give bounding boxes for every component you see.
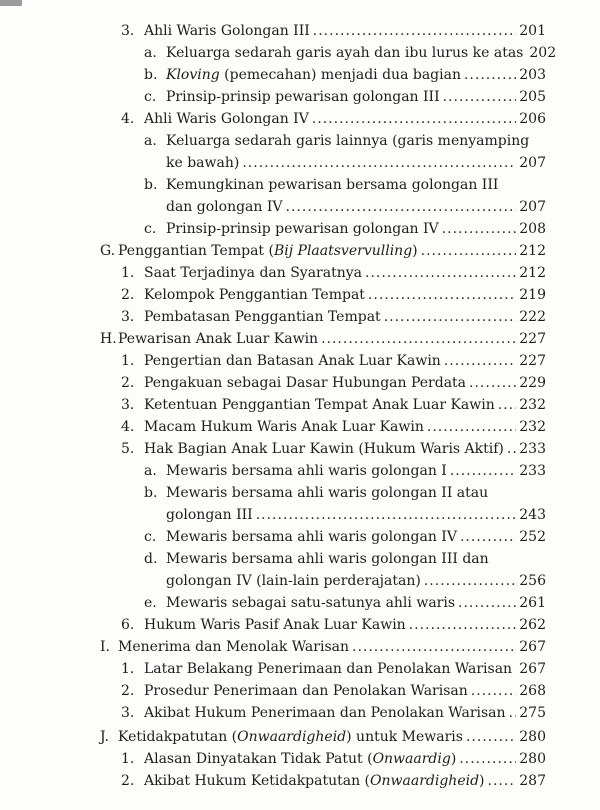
scan-edge-mark: [0, 0, 22, 6]
entry-number: 4.: [121, 111, 135, 127]
entry-number: 1.: [121, 661, 135, 677]
entry-number: 1.: [121, 353, 135, 369]
entry-number: 3.: [121, 309, 135, 325]
dot-leader: [515, 660, 516, 678]
entry-title-continued: dan golongan IV: [166, 199, 283, 215]
entry-title: [166, 220, 439, 238]
toc-entry: [144, 176, 498, 194]
entry-title-text: Hak Bagian Anak Luar Kawin (Hukum Waris Aktif): [144, 441, 504, 457]
page-number: 227: [519, 331, 546, 347]
dot-leader: [421, 242, 517, 260]
entry-number: e.: [144, 595, 157, 611]
page-number: 201: [519, 23, 546, 39]
entry-title-text: Akibat Hukum Ketidakpatutan (: [144, 773, 371, 789]
page-number: 206: [519, 111, 546, 127]
entry-title-text: Latar Belakang Penerimaan dan Penolakan Warisan: [144, 661, 513, 677]
toc-entry: [121, 418, 546, 436]
dot-leader: [313, 22, 517, 40]
entry-title: [144, 110, 309, 128]
entry-title-text: Mewaris bersama ahli waris golongan II atau: [166, 485, 489, 501]
toc-entry-continuation: [166, 154, 546, 172]
toc-entry: [121, 396, 546, 414]
entry-number: 4.: [121, 419, 135, 435]
entry-number: c.: [144, 221, 157, 237]
entry-title-text: Mewaris bersama ahli waris golongan I: [166, 463, 447, 479]
entry-title-text: Kemungkinan pewarisan bersama golongan III: [166, 177, 499, 193]
entry-number: a.: [144, 133, 157, 149]
entry-title: [144, 352, 441, 370]
entry-title: [166, 88, 440, 106]
entry-title-text-after: ): [412, 243, 418, 259]
entry-title-text: Mewaris sebagai satu-satunya ahli waris: [166, 595, 456, 611]
entry-title: [144, 308, 381, 326]
entry-title: [144, 704, 506, 722]
page-number: 233: [519, 463, 546, 479]
entry-number: a.: [144, 45, 157, 61]
entry-title-text: Kelompok Penggantian Tempat: [144, 287, 365, 303]
dot-leader: [286, 198, 517, 216]
entry-number: 6.: [121, 617, 135, 633]
entry-title-text: Pembatasan Penggantian Tempat: [144, 309, 381, 325]
entry-title-continued: golongan III: [166, 507, 253, 523]
entry-title: [118, 638, 349, 656]
page-number: 268: [519, 683, 546, 699]
entry-title: [144, 374, 466, 392]
entry-title-text: Saat Terjadinya dan Syaratnya: [144, 265, 362, 281]
toc-entry: [121, 374, 546, 392]
page-number: 243: [519, 507, 546, 523]
entry-number: 2.: [121, 773, 135, 789]
toc-entry: [121, 616, 546, 634]
entry-title: [166, 132, 529, 150]
toc-entry: [144, 66, 546, 84]
entry-number: 3.: [121, 23, 135, 39]
entry-number: 2.: [121, 287, 135, 303]
entry-title-text: Penggantian Tempat (: [118, 243, 274, 259]
toc-entry-continuation: [166, 506, 546, 524]
entry-number: G.: [100, 243, 116, 259]
entry-title: [118, 242, 418, 260]
entry-number: a.: [144, 463, 157, 479]
entry-title-text: Prinsip-prinsip pewarisan golongan IV: [166, 221, 439, 237]
entry-number: c.: [144, 89, 157, 105]
entry-title-text-after: ) untuk Mewaris: [346, 729, 463, 745]
entry-title: [166, 176, 498, 194]
entry-title-text: Macam Hukum Waris Anak Luar Kawin: [144, 419, 424, 435]
dot-leader: [368, 286, 516, 304]
toc-entry: [100, 728, 546, 746]
toc-entry-continuation: [166, 572, 546, 590]
page-number: 287: [519, 773, 546, 789]
toc-entry: [121, 308, 546, 326]
toc-entry: [144, 462, 546, 480]
dot-leader: [321, 330, 516, 348]
entry-title: [166, 462, 447, 480]
entry-title-text: Keluarga sedarah garis ayah dan ibu lurus ke atas: [166, 45, 524, 61]
entry-title-italic: Bij Plaatsvervulling: [273, 243, 413, 259]
entry-title-text: Menerima dan Menolak Warisan: [118, 639, 349, 655]
entry-title-text: Ahli Waris Golongan III: [144, 23, 310, 39]
toc-entry: [144, 594, 546, 612]
entry-title: [144, 660, 512, 678]
entry-number: 1.: [121, 265, 135, 281]
page-number: 262: [519, 617, 546, 633]
toc-entry: [144, 88, 546, 106]
toc-entry: [144, 484, 488, 502]
toc-entry: [100, 638, 546, 656]
page-number: 267: [519, 639, 546, 655]
entry-title-text: Pewarisan Anak Luar Kawin: [118, 331, 319, 347]
page-number: 232: [519, 419, 546, 435]
toc-entry: [121, 440, 546, 458]
page-number: 219: [519, 287, 546, 303]
toc-entry: [121, 286, 546, 304]
dot-leader: [509, 704, 517, 722]
toc-entry: [144, 528, 546, 546]
page-number: 261: [519, 595, 546, 611]
page-number: 267: [519, 661, 546, 677]
dot-leader: [450, 462, 516, 480]
toc-entry: [144, 550, 489, 568]
toc-entry: [121, 750, 546, 768]
dot-leader: [424, 572, 516, 590]
page-number: 207: [519, 155, 546, 171]
dot-leader: [312, 110, 516, 128]
entry-number: c.: [144, 529, 157, 545]
entry-title-text: Pengertian dan Batasan Anak Luar Kawin: [144, 353, 441, 369]
entry-title-text-after: ): [479, 773, 485, 789]
entry-title-text: Ketentuan Penggantian Tempat Anak Luar Kawin: [144, 397, 495, 413]
toc-entry: [144, 132, 529, 150]
toc-entry: [100, 242, 546, 260]
entry-title-text: Mewaris bersama ahli waris golongan III dan: [166, 551, 489, 567]
page-number: 203: [519, 67, 546, 83]
entry-title-italic: Kloving: [166, 67, 220, 83]
entry-number: 5.: [121, 441, 135, 457]
entry-title: [166, 44, 523, 62]
entry-title-text: Prosedur Penerimaan dan Penolakan Warisan: [144, 683, 468, 699]
entry-title-continued: golongan IV (lain-lain perderajatan): [166, 573, 421, 589]
entry-title: [144, 264, 362, 282]
dot-leader: [409, 616, 517, 634]
entry-title: [144, 682, 468, 700]
page-number: 233: [519, 441, 546, 457]
page-number: 207: [519, 199, 546, 215]
entry-number: 2.: [121, 375, 135, 391]
entry-title-continued: ke bawah): [166, 155, 240, 171]
entry-title: [144, 616, 406, 634]
entry-title-italic: Onwaardigheid: [237, 729, 347, 745]
dot-leader: [507, 440, 516, 458]
toc-entry: [121, 682, 546, 700]
dot-leader: [459, 750, 516, 768]
dot-leader: [466, 728, 516, 746]
entry-title: [144, 396, 495, 414]
entry-title: [144, 286, 365, 304]
dot-leader: [488, 772, 517, 790]
page-number: 275: [519, 705, 546, 721]
page-number: 227: [519, 353, 546, 369]
entry-number: J.: [100, 729, 109, 745]
entry-title: [144, 750, 456, 768]
toc-entry: [121, 264, 546, 282]
toc-entry: [121, 22, 546, 40]
dot-leader: [464, 66, 516, 84]
dot-leader: [443, 88, 517, 106]
entry-number: d.: [144, 551, 158, 567]
page-number: 229: [519, 375, 546, 391]
entry-title-text: Ahli Waris Golongan IV: [144, 111, 309, 127]
entry-title-text: Alasan Dinyatakan Tidak Patut (: [144, 751, 373, 767]
entry-title: [166, 484, 488, 502]
entry-number: 3.: [121, 705, 135, 721]
dot-leader: [365, 264, 516, 282]
dot-leader: [384, 308, 517, 326]
dot-leader: [242, 154, 516, 172]
entry-title-text: Hukum Waris Pasif Anak Luar Kawin: [144, 617, 406, 633]
entry-title: [144, 22, 310, 40]
entry-number: b.: [144, 67, 158, 83]
page-number: 256: [519, 573, 546, 589]
entry-title: [166, 528, 457, 546]
toc-entry: [121, 352, 546, 370]
page-number: 280: [519, 729, 546, 745]
entry-title-text: Pengakuan sebagai Dasar Hubungan Perdata: [144, 375, 467, 391]
page-number: 222: [519, 309, 546, 325]
dot-leader: [256, 506, 517, 524]
dot-leader: [444, 352, 516, 370]
entry-title-text: Akibat Hukum Penerimaan dan Penolakan Warisan: [144, 705, 506, 721]
dot-leader: [442, 220, 517, 238]
toc-entry: [121, 704, 546, 722]
entry-number: 3.: [121, 397, 135, 413]
entry-number: 2.: [121, 683, 135, 699]
dot-leader: [458, 594, 516, 612]
entry-title: [144, 772, 485, 790]
page-number: 280: [519, 751, 546, 767]
page-number: 232: [519, 397, 546, 413]
page-number: 208: [519, 221, 546, 237]
page-number: 202: [529, 45, 557, 61]
entry-title-text: (pemecahan) menjadi dua bagian: [219, 67, 461, 83]
entry-title: [144, 440, 504, 458]
entry-number: 1.: [121, 751, 135, 767]
dot-leader: [352, 638, 516, 656]
toc-entry-continuation: [166, 198, 546, 216]
entry-title-text: Mewaris bersama ahli waris golongan IV: [166, 529, 457, 545]
entry-title-italic: Onwaardigheid: [370, 773, 480, 789]
entry-title: [166, 594, 455, 612]
entry-title-italic: Onwaardig: [372, 751, 451, 767]
entry-title: [118, 330, 318, 348]
dot-leader: [471, 682, 516, 700]
entry-number: I.: [100, 639, 110, 655]
entry-number: b.: [144, 177, 158, 193]
entry-title: [144, 418, 424, 436]
dot-leader: [460, 528, 516, 546]
entry-title-text: Ketidakpatutan (: [118, 729, 238, 745]
entry-number: H.: [100, 331, 117, 347]
toc-entry: [121, 110, 546, 128]
page-number: 252: [519, 529, 546, 545]
toc-entry: [121, 660, 546, 678]
entry-title: [118, 728, 463, 746]
entry-title-text: Prinsip-prinsip pewarisan golongan III: [166, 89, 440, 105]
dot-leader: [469, 374, 516, 392]
page-number: 205: [519, 89, 546, 105]
page-number: 212: [519, 243, 546, 259]
entry-title: [166, 550, 489, 568]
toc-entry: [144, 220, 546, 238]
dot-leader: [427, 418, 516, 436]
dot-leader: [498, 396, 517, 414]
toc-entry: [100, 330, 546, 348]
page-number: 212: [519, 265, 546, 281]
entry-title: [166, 66, 461, 84]
toc-entry: [121, 772, 546, 790]
entry-number: b.: [144, 485, 158, 501]
entry-title-text: Keluarga sedarah garis lainnya (garis menyamping: [166, 133, 530, 149]
entry-title-text-after: ): [450, 751, 457, 767]
toc-entry: [144, 44, 557, 62]
